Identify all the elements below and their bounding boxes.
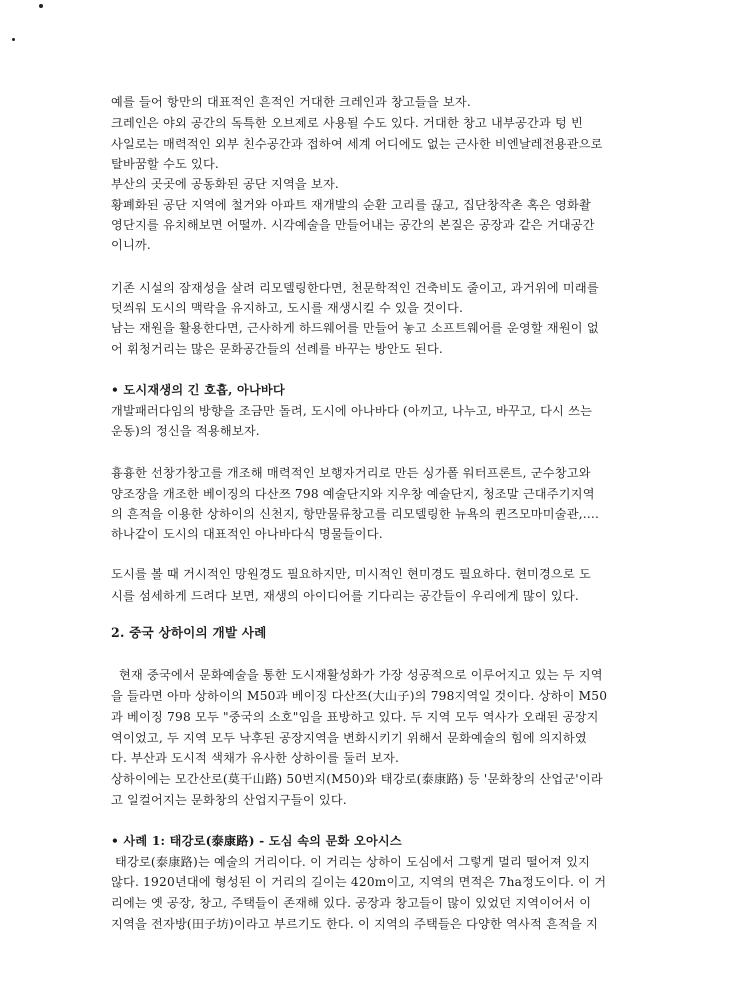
text-line: 이니까. bbox=[111, 238, 151, 252]
text-line: 않다. 1920년대에 형성된 이 거리의 길이는 420m이고, 지역의 면적은 7ha정도이다. 이 거 bbox=[111, 875, 607, 889]
text-line: 상하이에는 모간산로(莫干山路) 50번지(M50)와 태강로(泰康路) 등 '문화창의 산업군'이라 bbox=[111, 772, 603, 786]
text-line: 의 흔적을 이용한 상하이의 신천지, 항만물류창고를 리모델링한 뉴욕의 퀸즈모마미술관,.... bbox=[111, 507, 600, 521]
text-line: 개발패러다임의 방향을 조금만 돌려, 도시에 아나바다 (아끼고, 나누고, 바꾸고, 다시 쓰는 bbox=[111, 404, 593, 418]
text-line: 영단지를 유치해보면 어떨까. 시각예술을 만들어내는 공간의 본질은 공장과 같은 거대공간 bbox=[111, 218, 595, 232]
text-line: 고 일컬어지는 문화창의 산업지구들이 있다. bbox=[111, 793, 347, 807]
section-heading: • 사례 1: 태강로(泰康路) - 도심 속의 문화 오아시스 bbox=[111, 834, 402, 848]
text-line: 부산의 곳곳에 공동화된 공단 지역을 보자. bbox=[111, 177, 339, 191]
text-line: 하나같이 도시의 대표적인 아나바다식 명물들이다. bbox=[111, 527, 383, 541]
text-line: 흉흉한 선창가창고를 개조해 매력적인 보행자거리로 만든 싱가폴 워터프론트, 군수창고와 bbox=[111, 466, 591, 480]
text-line: 탈바꿈할 수도 있다. bbox=[111, 157, 220, 171]
text-line: 도시를 볼 때 거시적인 망원경도 필요하지만, 미시적인 현미경도 필요하다. 현미경으로 도 bbox=[111, 567, 591, 581]
text-line: 어 휘청거리는 많은 문화공간들의 선례를 바꾸는 방안도 된다. bbox=[111, 342, 443, 356]
text-line: 을 들라면 아마 상하이의 M50과 베이징 다산쯔(大山子)의 798지역일 것이다. 상하이 M50 bbox=[111, 689, 608, 703]
text-line: 사일로는 매력적인 외부 친수공간과 접하여 세계 어디에도 없는 근사한 비엔날레전용관으로 bbox=[111, 137, 603, 151]
text-line: 양조장을 개조한 베이징의 다산쯔 798 예술단지와 지우창 예술단지, 청조말 근대주기지역 bbox=[111, 487, 595, 501]
text-line: 남는 재원을 활용한다면, 근사하게 하드웨어를 만들어 놓고 소프트웨어를 운영할 재원이 없 bbox=[111, 321, 599, 335]
scan-speck bbox=[12, 38, 15, 41]
text-line: 과 베이징 798 모두 "중국의 소호"임을 표방하고 있다. 두 지역 모두 역사가 오래된 공장지 bbox=[111, 710, 599, 724]
text-line: 지역을 전자방(田子坊)이라고 부르기도 한다. 이 지역의 주택들은 다양한 역사적 흔적을 지 bbox=[111, 917, 598, 931]
scan-speck bbox=[39, 4, 43, 8]
text-line: 시를 섬세하게 드려다 보면, 재생의 아이디어를 기다리는 공간들이 우리에게 많이 있다. bbox=[111, 589, 579, 603]
section-heading: • 도시재생의 긴 호흡, 아나바다 bbox=[111, 383, 285, 397]
text-line: 크레인은 야외 공간의 독특한 오브제로 사용될 수도 있다. 거대한 창고 내부공간과 텅 빈 bbox=[111, 116, 584, 130]
text-line: 운동)의 정신을 적용해보자. bbox=[111, 424, 260, 438]
text-line: 황폐화된 공단 지역에 철거와 아파트 재개발의 순환 고리를 끊고, 집단창작촌 혹은 영화촬 bbox=[111, 198, 591, 212]
text-line: 태강로(泰康路)는 예술의 거리이다. 이 거리는 상하이 도심에서 그렇게 멀리 떨어져 있지 bbox=[115, 855, 591, 869]
text-line: 역이었고, 두 지역 모두 낙후된 공장지역을 변화시키기 위해서 문화예술의 힘에 의지하였 bbox=[111, 731, 587, 745]
text-line: 현재 중국에서 문화예술을 통한 도시재활성화가 가장 성공적으로 이루어지고 있는 두 지역 bbox=[119, 668, 603, 682]
text-line: 기존 시설의 잠재성을 살려 리모델링한다면, 천문학적인 건축비도 줄이고, 과거위에 미래를 bbox=[111, 281, 599, 295]
text-line: 리에는 옛 공장, 창고, 주택들이 존재해 있다. 공장과 창고들이 많이 있었던 지역이어서 이 bbox=[111, 896, 592, 910]
text-line: 예를 들어 항만의 대표적인 흔적인 거대한 크레인과 창고들을 보자. bbox=[111, 95, 471, 109]
chapter-heading: 2. 중국 상하이의 개발 사례 bbox=[111, 625, 267, 640]
text-line: 다. 부산과 도시적 색채가 유사한 상하이를 둘러 보자. bbox=[111, 751, 400, 765]
text-line: 덧씌워 도시의 맥락을 유지하고, 도시를 재생시킬 수 있을 것이다. bbox=[111, 301, 464, 315]
